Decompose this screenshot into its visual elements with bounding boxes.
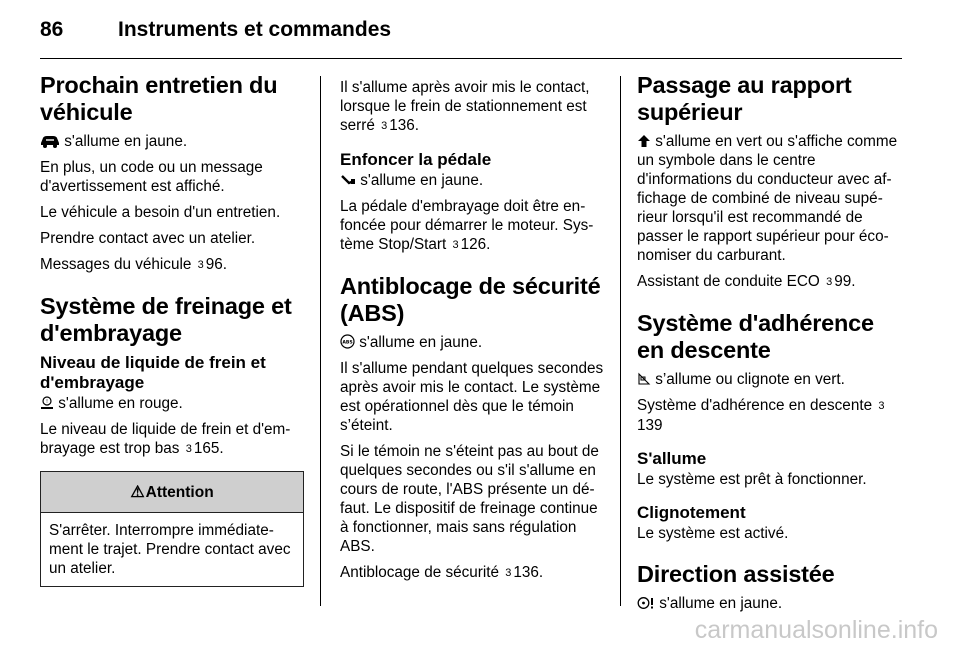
column-2 <box>340 78 608 590</box>
power-steering-icon <box>637 596 655 610</box>
column-1 <box>40 72 304 587</box>
page-reference-arrow-icon: 3 <box>826 276 833 288</box>
paragraph-abs-2: Il s'allume pendant quelques secondes après avoir mis le contact. Le système est opérationnel dès que le témoin s’éteint. <box>340 360 604 434</box>
paragraph-pedale-icon: s'allume en jaune. <box>340 171 608 190</box>
heading-freinage: Système de freinage et d'embrayage <box>40 293 292 346</box>
paragraph-entretien-5: Messages du véhicule 3 96. <box>40 256 227 273</box>
paragraph-entretien-2: En plus, un code ou un message d'avertissement est affiché. <box>40 159 263 195</box>
paragraph-niveau-2: Le niveau de liquide de frein et d'embrayage est trop bas 3 165. <box>40 421 291 457</box>
clutch-pedal-icon <box>340 173 356 187</box>
paragraph-s-allume: Le système est prêt à fonctionner. <box>637 471 867 488</box>
page-reference-arrow-icon: 3 <box>185 443 192 455</box>
heading-prochain-entretien: Prochain entretien du véhicule <box>40 72 278 125</box>
svg-text:ABS: ABS <box>342 340 353 346</box>
svg-text:!: ! <box>45 399 49 405</box>
brake-fluid-icon <box>40 396 54 410</box>
page-reference-arrow-icon: 3 <box>452 239 459 251</box>
heading-niveau-liquide: Niveau de liquide de frein et d'embrayage <box>40 353 266 392</box>
column-3 <box>637 72 905 620</box>
paragraph-clignotement: Le système est activé. <box>637 525 789 542</box>
heading-adherence-descente: Système d'adhérence en descente <box>637 310 874 363</box>
heading-direction-assistee: Direction assistée <box>637 561 835 587</box>
heading-s-allume: S'allume <box>637 449 707 468</box>
paragraph-abs-4: Antiblocage de sécurité 3 136. <box>340 564 544 581</box>
paragraph-pedale-2: La pédale d'embrayage doit être enfoncée pour démarrer le moteur. Système Stop/Start 3 126. <box>340 198 594 253</box>
paragraph-entretien-4: Prendre contact avec un atelier. <box>40 230 256 247</box>
page-number: 86 <box>40 18 64 41</box>
column-divider-2 <box>620 76 621 606</box>
watermark: carmanualsonline.info <box>694 616 938 644</box>
page-title: Instruments et commandes <box>118 18 392 41</box>
warning-triangle-icon: ⚠ <box>130 483 145 501</box>
page-reference-arrow-icon: 3 <box>878 400 885 412</box>
service-car-icon <box>40 134 60 148</box>
paragraph-abs-icon: ABS s'allume en jaune. <box>340 333 608 352</box>
paragraph-abs-3: Si le témoin ne s'éteint pas au bout de quelques secondes ou s'il s'allume en cours de route, l'ABS présente un défaut. Le dispositif de freinage continue à fonctionner, mais sans régulation ABS. <box>340 443 599 555</box>
attention-body: S'arrêter. Interrompre immédiatement le trajet. Prendre contact avec un atelier. <box>49 522 291 577</box>
heading-passage-rapport: Passage au rapport supérieur <box>637 72 852 125</box>
paragraph-rapport-icon: s'allume en vert ou s'affiche comme un symbole dans le centre d'informations du conducteur avec affichage de combiné de niveau supérieur lorsqu'il est recommandé de passer le rapport supérieur pour économiser du carburant. <box>637 133 898 264</box>
attention-box <box>40 471 304 587</box>
hill-descent-icon <box>637 372 651 386</box>
paragraph-entretien-icon: s'allume en jaune. <box>40 132 304 151</box>
paragraph-entretien-3: Le véhicule a besoin d'un entretien. <box>40 204 281 221</box>
paragraph-intro: Il s'allume après avoir mis le contact, lorsque le frein de stationnement est serré 3 136. <box>340 79 590 134</box>
paragraph-descente-2: Système d'adhérence en descente 3139 <box>637 397 885 434</box>
column-divider-1 <box>320 76 321 606</box>
paragraph-descente-icon: s’allume ou clignote en vert. <box>637 370 905 389</box>
upshift-arrow-icon <box>637 134 651 148</box>
paragraph-niveau-icon: ! s'allume en rouge. <box>40 394 304 413</box>
heading-clignotement: Clignotement <box>637 503 746 522</box>
header-rule <box>40 58 902 59</box>
page-reference-arrow-icon: 3 <box>197 259 204 271</box>
attention-header: ⚠ Attention <box>41 472 303 513</box>
heading-abs: Antiblocage de sécurité (ABS) <box>340 273 601 326</box>
paragraph-direction-icon: s'allume en jaune. <box>637 594 905 613</box>
page-reference-arrow-icon: 3 <box>381 120 388 132</box>
page-reference-arrow-icon: 3 <box>505 567 512 579</box>
paragraph-rapport-2: Assistant de conduite ECO 3 99. <box>637 273 856 290</box>
heading-enfoncer-pedale: Enfoncer la pédale <box>340 150 492 169</box>
abs-warning-icon <box>340 334 355 349</box>
